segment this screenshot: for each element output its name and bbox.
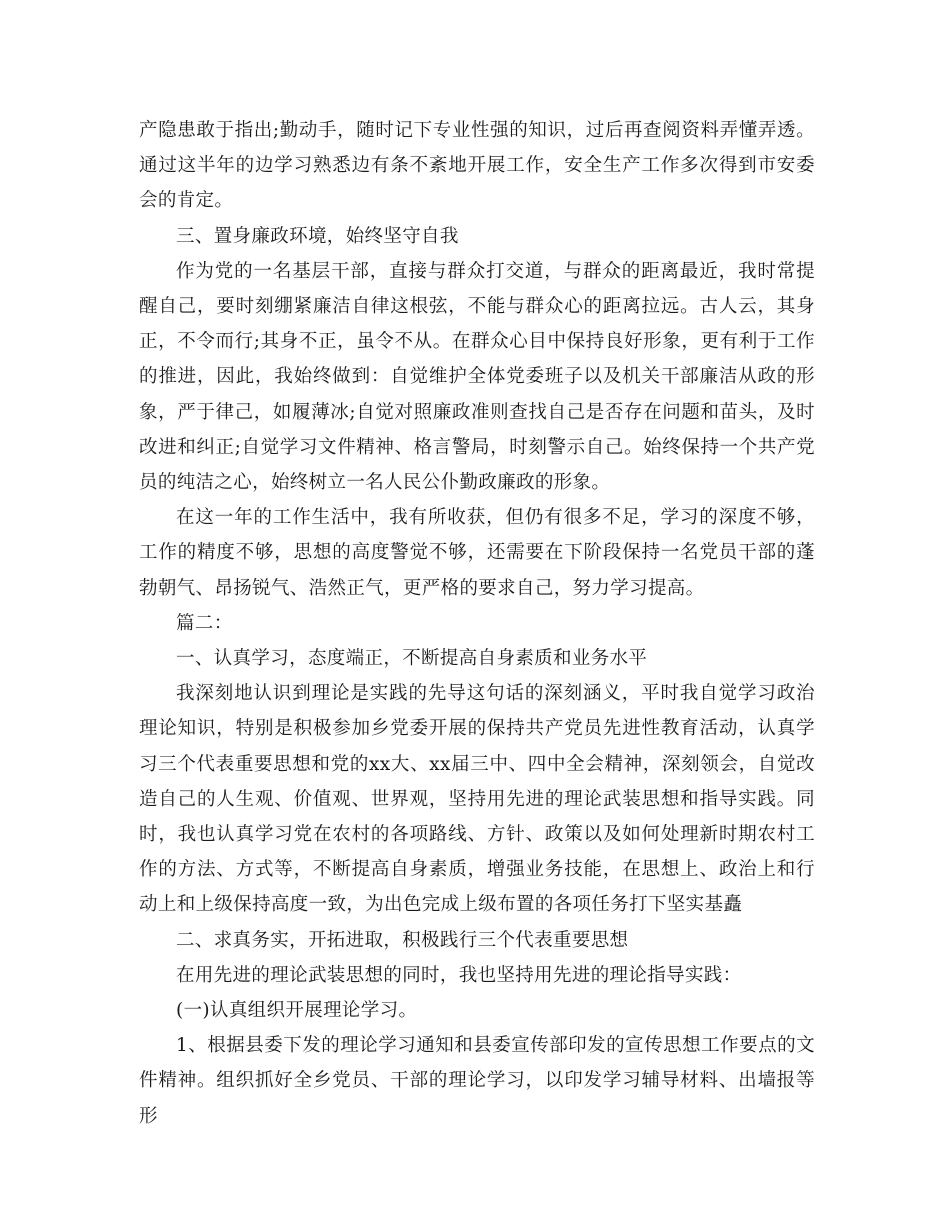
paragraph-3: 在这一年的工作生活中，我有所收获，但仍有很多不足，学习的深度不够，工作的精度不够，思想的高度警觉不够，还需要在下阶段保持一名党员干部的蓬勃朝气、昂扬锐气、浩然正气，更严格的要求自己，努力学习提高。: [139, 507, 815, 599]
section-heading-3: 三、置身廉政环境，始终坚守自我: [176, 225, 459, 247]
document-body: [139, 113, 815, 1134]
subsection-heading-1: (一)认真组织开展理论学习。: [176, 1000, 418, 1022]
section-heading-1: 一、认真学习，态度端正，不断提高自身素质和业务水平: [176, 648, 648, 670]
paragraph-5: 在用先进的理论武装思想的同时，我也坚持用先进的理论指导实践：: [176, 964, 742, 986]
paragraph-1: 产隐患敢于指出;勤动手，随时记下专业性强的知识，过后再查阅资料弄懂弄透。通过这半年的边学习熟悉边有条不紊地开展工作，安全生产工作多次得到市安委会的肯定。: [139, 120, 815, 212]
paragraph-2: 作为党的一名基层干部，直接与群众打交道，与群众的距离最近，我时常提醒自己，要时刻绷紧廉洁自律这根弦，不能与群众心的距离拉远。古人云，其身正，不令而行;其身不正，虽令不从。在群众心目中保持良好形象，更有利于工作的推进，因此，我始终做到：自觉维护全体党委班子以及机关干部廉洁从政的形象，严于律己，如履薄冰;自觉对照廉政准则查找自己是否存在问题和苗头，及时改进和纠正;自觉学习文件精神、格言警局，时刻警示自己。始终保持一个共产党员的纯洁之心，始终树立一名人民公仆勤政廉政的形象。: [139, 260, 815, 494]
section-heading-2: 二、求真务实，开拓进取，积极践行三个代表重要思想: [176, 929, 629, 951]
article-heading-2: 篇二：: [176, 612, 233, 634]
paragraph-4: 我深刻地认识到理论是实践的先导这句话的深刻涵义，平时我自觉学习政治理论知识，特别是积极参加乡党委开展的保持共产党员先进性教育活动，认真学习三个代表重要思想和党的xx大、xx届三中、四中全会精神，深刻领会，自觉改造自己的人生观、价值观、世界观，坚持用先进的理论武装思想和指导实践。同时，我也认真学习党在农村的各项路线、方针、政策以及如何处理新时期农村工作的方法、方式等，不断提高自身素质，增强业务技能，在思想上、政治上和行动上和上级保持高度一致，为出色完成上级布置的各项任务打下坚实基矗: [139, 683, 815, 916]
paragraph-6: 1、根据县委下发的理论学习通知和县委宣传部印发的宣传思想工作要点的文件精神。组织抓好全乡党员、干部的理论学习，以印发学习辅导材料、出墙报等形: [139, 1035, 815, 1127]
